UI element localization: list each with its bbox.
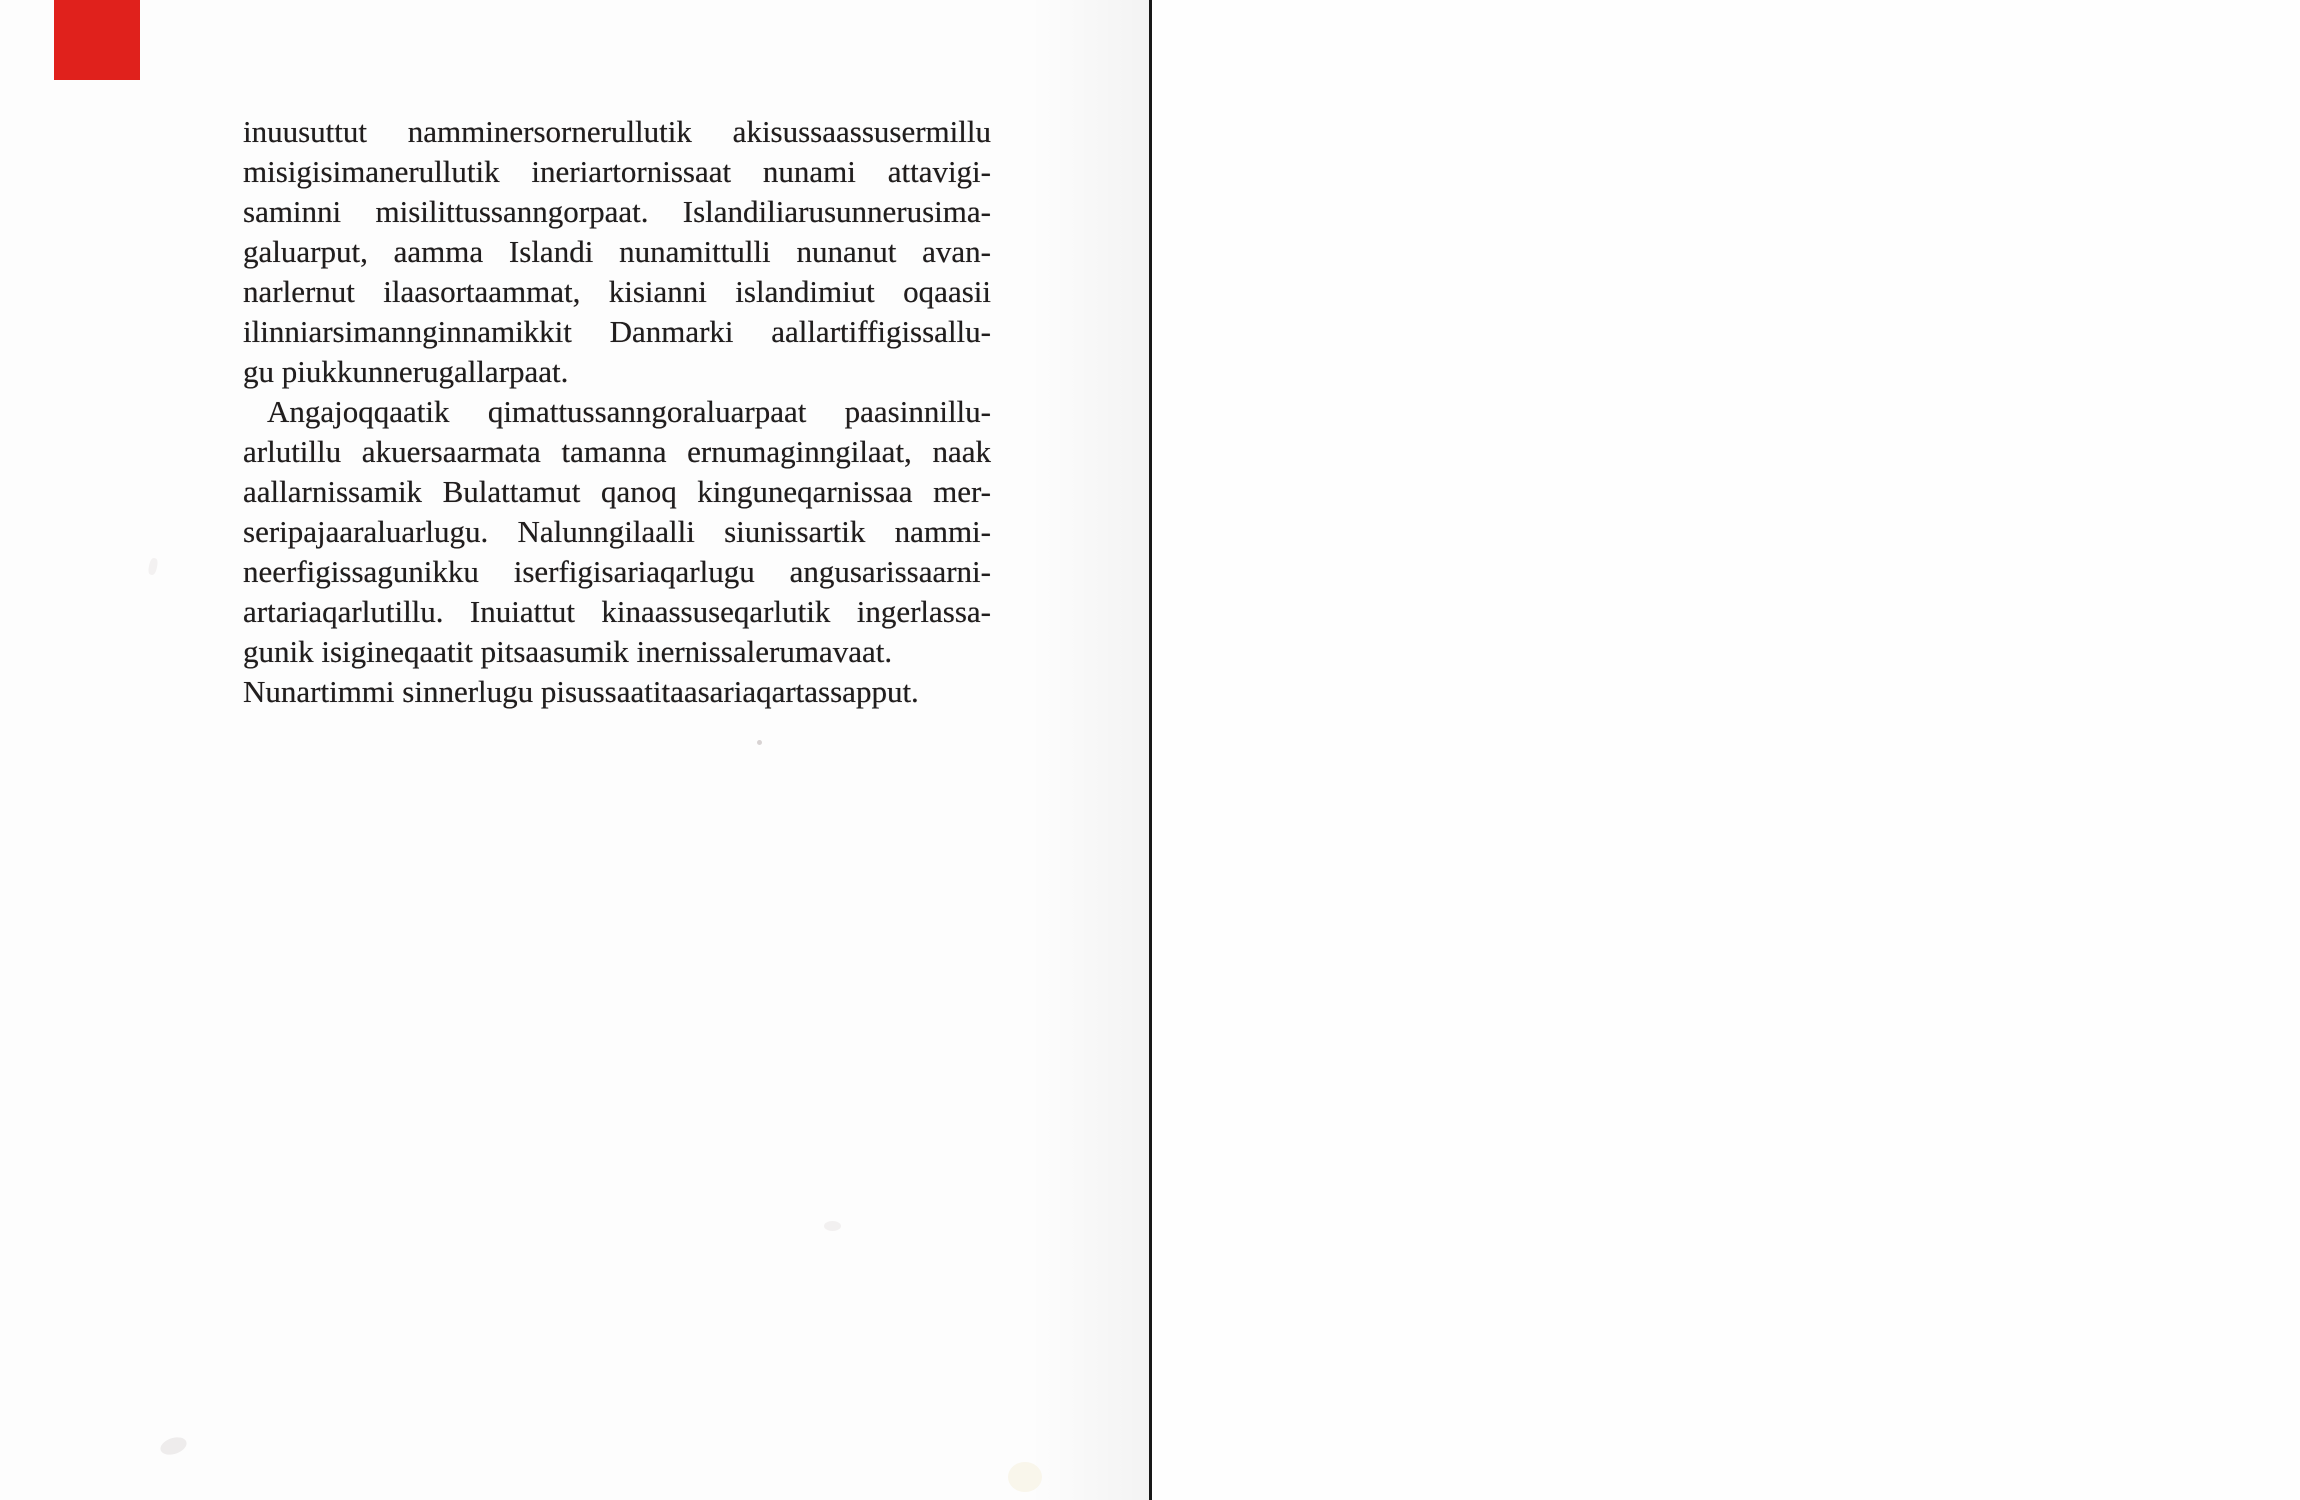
text-line: inuusuttut namminersornerullutik akisussaassusermillu: [243, 114, 991, 149]
text-line: gunik isigineqaatit pitsaasumik inernissalerumavaat.: [243, 634, 893, 669]
text-line: arlutillu akuersaarmata tamanna ernumaginngilaat, naak: [243, 434, 991, 469]
blank-right-area: [1152, 0, 2300, 1500]
text-line: Angajoqqaatik qimattussanngoraluarpaat paasinnillu-: [267, 394, 991, 429]
text-line: ilinniarsimannginnamikkit Danmarki aallartiffigissallu-: [243, 314, 991, 349]
body-text: [243, 112, 991, 712]
page-gutter-shading: [1030, 0, 1149, 1500]
scan-smudge: [1008, 1462, 1042, 1492]
text-line: Nunartimmi sinnerlugu pisussaatitaasariaqartassapput.: [243, 674, 919, 709]
text-line: artariaqarlutillu. Inuiattut kinaassuseqarlutik ingerlassa-: [243, 594, 991, 629]
red-corner-mark: [54, 0, 140, 80]
text-line: aallarnissamik Bulattamut qanoq kinguneqarnissaa mer-: [243, 474, 991, 509]
scan-speck: [757, 740, 762, 745]
text-line: galuarput, aamma Islandi nunamittulli nunanut avan-: [243, 234, 991, 269]
text-line: saminni misilittussanngorpaat. Islandiliarusunnerusima-: [243, 194, 991, 229]
text-line: narlernut ilaasortaammat, kisianni islandimiut oqaasii: [243, 274, 991, 309]
text-line: neerfigissagunikku iserfigisariaqarlugu angusarissaarni-: [243, 554, 991, 589]
text-line: seripajaaraluarlugu. Nalunngilaalli siunissartik nammi-: [243, 514, 991, 549]
text-line: gu piukkunnerugallarpaat.: [243, 354, 569, 389]
scan-smudge: [824, 1221, 841, 1231]
text-line: misigisimanerullutik ineriartornissaat nunami attavigi-: [243, 154, 991, 189]
